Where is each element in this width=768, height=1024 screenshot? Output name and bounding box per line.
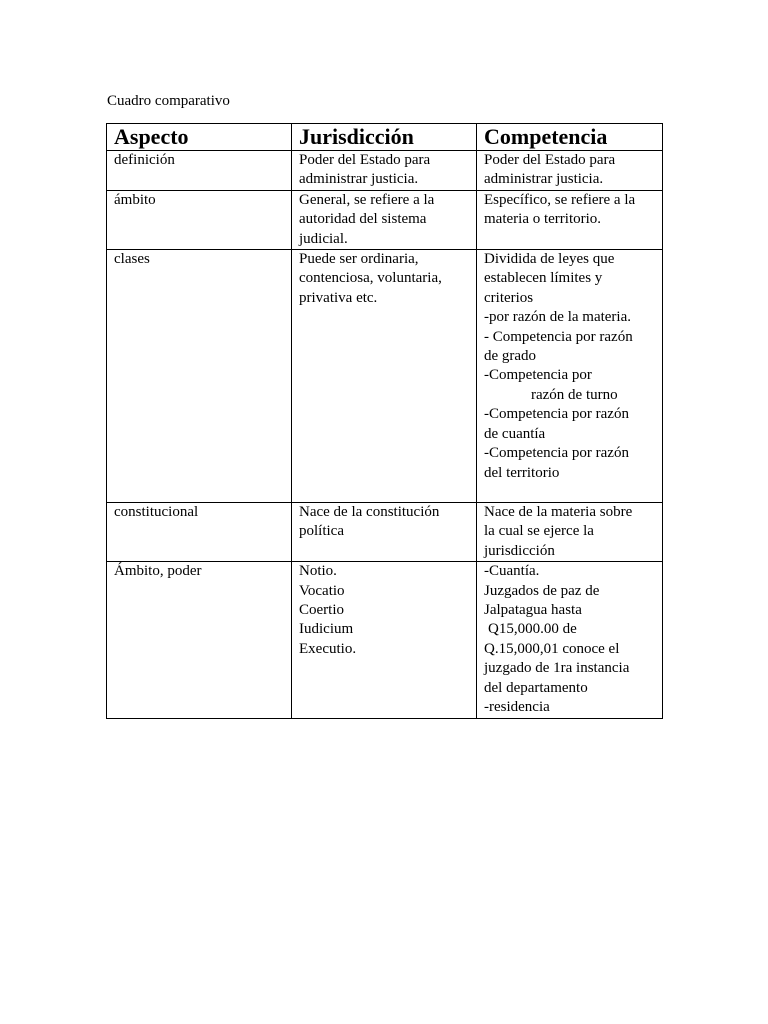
cell-line: Coertio xyxy=(299,602,344,619)
cell-line: - Competencia por razón xyxy=(484,328,633,345)
cell-line: Poder del Estado para xyxy=(299,152,431,168)
jurisdiccion-cell xyxy=(292,190,477,249)
cell-line: Ámbito, poder xyxy=(114,563,202,580)
cell-line: del departamento xyxy=(484,679,588,696)
cell-line: privativa etc. xyxy=(299,289,378,306)
cell-line: Iudicium xyxy=(299,621,354,638)
aspect-cell xyxy=(107,250,292,503)
aspect-cell xyxy=(107,503,292,562)
cell-line: -Competencia por razón xyxy=(484,445,629,462)
cell-line: Juzgados de paz de xyxy=(484,582,600,599)
cell-line: -por razón de la materia. xyxy=(484,309,632,326)
competencia-cell xyxy=(477,250,663,503)
cell-line: Executio. xyxy=(299,640,357,657)
cell-line: criterios xyxy=(484,289,534,306)
jurisdiccion-cell xyxy=(292,151,477,191)
aspect-cell xyxy=(107,562,292,718)
cell-line: ámbito xyxy=(114,191,156,208)
cell-line: Dividida de leyes que xyxy=(484,251,615,268)
cell-line: la cual se ejerce la xyxy=(484,523,594,540)
table-row xyxy=(107,562,663,718)
cell-line: -Competencia por razón xyxy=(484,406,629,423)
cell-line: Puede ser ordinaria, xyxy=(299,251,419,268)
cell-line: Q.15,000,01 conoce el xyxy=(484,640,620,657)
cell-line: política xyxy=(299,523,344,540)
header-aspecto: Aspecto xyxy=(107,124,292,151)
cell-line: Q15,000.00 de xyxy=(488,621,577,638)
cell-line: Jalpatagua hasta xyxy=(484,602,582,619)
aspect-cell xyxy=(107,190,292,249)
cell-line: Notio. xyxy=(299,563,337,580)
cell-line: juzgado de 1ra instancia xyxy=(484,660,630,677)
aspect-cell xyxy=(107,151,292,191)
cell-line: razón de turno xyxy=(531,386,618,403)
cell-line: clases xyxy=(114,251,150,268)
cell-line: Vocatio xyxy=(299,582,345,599)
cell-line: materia o territorio. xyxy=(484,211,602,228)
cell-line: de cuantía xyxy=(484,425,546,442)
cell-line: judicial. xyxy=(299,230,348,247)
cell-line: constitucional xyxy=(114,504,199,521)
cell-line: de grado xyxy=(484,348,537,365)
jurisdiccion-cell xyxy=(292,503,477,562)
cell-line: establecen límites y xyxy=(484,270,603,287)
table-header-row xyxy=(107,124,663,151)
cell-line: -residencia xyxy=(484,699,550,716)
competencia-cell xyxy=(477,190,663,249)
cell-line: administrar justicia. xyxy=(484,171,604,188)
table-row xyxy=(107,190,663,249)
comparison-table xyxy=(106,123,663,719)
cell-line: Nace de la constitución xyxy=(299,504,440,521)
cell-line: contenciosa, voluntaria, xyxy=(299,270,442,287)
competencia-cell xyxy=(477,151,663,191)
cell-line: -Competencia por xyxy=(484,367,592,384)
table-row xyxy=(107,151,663,191)
cell-line: autoridad del sistema xyxy=(299,211,427,228)
table-row xyxy=(107,250,663,503)
cell-line: Nace de la materia sobre xyxy=(484,504,633,521)
cell-line: administrar justicia. xyxy=(299,171,419,188)
header-jurisdiccion: Jurisdicción xyxy=(292,124,477,151)
cell-line: -Cuantía. xyxy=(484,563,540,580)
cell-line: definición xyxy=(114,152,175,168)
competencia-cell xyxy=(477,562,663,718)
cell-line: jurisdicción xyxy=(484,542,555,559)
document-title: Cuadro comparativo xyxy=(107,93,230,109)
cell-line: Poder del Estado para xyxy=(484,152,616,168)
jurisdiccion-cell xyxy=(292,562,477,718)
jurisdiccion-cell xyxy=(292,250,477,503)
cell-line: General, se refiere a la xyxy=(299,191,435,208)
header-competencia: Competencia xyxy=(477,124,663,151)
cell-line: del territorio xyxy=(484,464,560,481)
cell-line: Específico, se refiere a la xyxy=(484,191,636,208)
table-row xyxy=(107,503,663,562)
competencia-cell xyxy=(477,503,663,562)
